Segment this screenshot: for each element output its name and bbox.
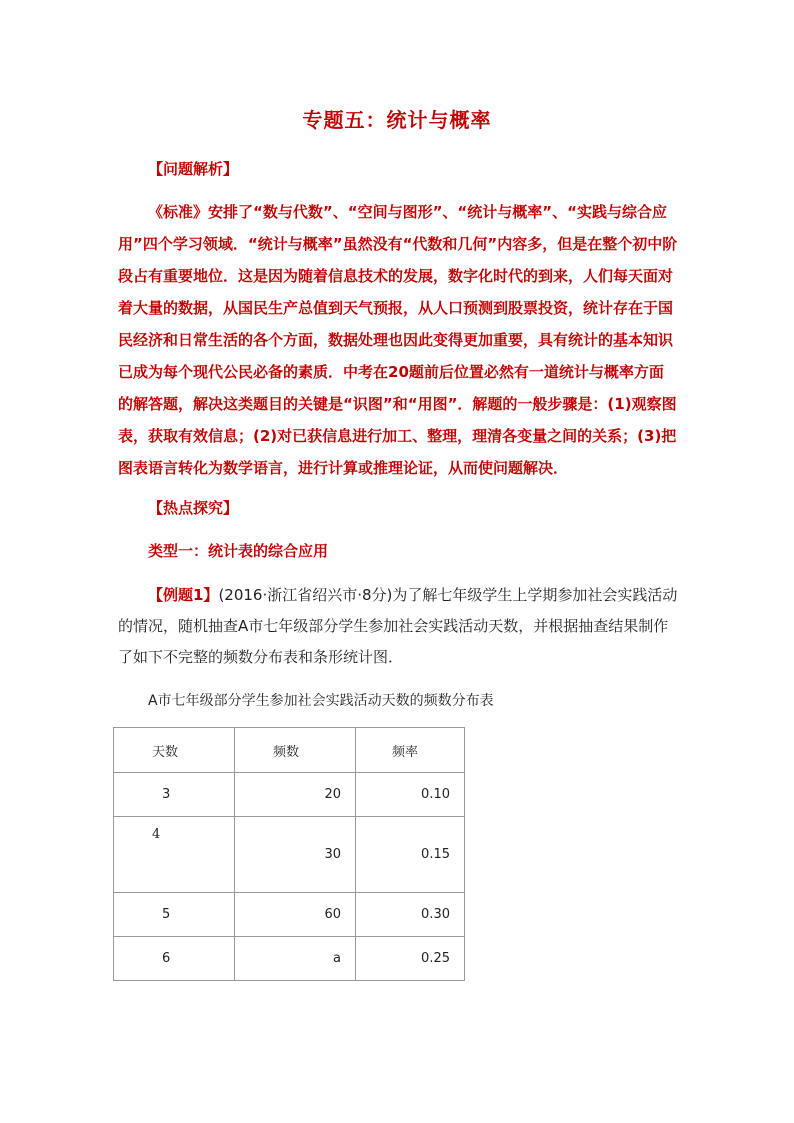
cell-rate: 0.10: [356, 773, 465, 817]
table-row: [114, 773, 465, 817]
cell-rate: 0.30: [356, 893, 465, 937]
section-heading-hotspot: 【热点探究】: [148, 499, 239, 517]
analysis-text: 《标准》安排了“数与代数”、“空间与图形”、“统计与概率”、“实践与综合应用”四个学习领域．“统计与概率”虽然没有“代数和几何”内容多，但是在整个初中阶段占有重要地位．这是因为随着信息技术的发展，数字化时代的到来，人们每天面对着大量的数据，从国民生产总值到天气预报，从人口预测到股票投资，统计存在于国民经济和日常生活的各个方面，数据处理也因此变得更加重要，具有统计的基本知识已成为每个现代公民必备的素质．中考在20题前后位置必然有一道统计与概率方面的解答题，解决这类题目的关键是“识图”和“用图”．解题的一般步骤是：(1)观察图表，获取有效信息；(2)对已获信息进行加工、整理，理清各变量之间的关系；(3)把图表语言转化为数学语言，进行计算或推理论证，从而使问题解决．: [118, 203, 678, 477]
cell-days: 6: [114, 937, 235, 981]
cell-frequency: 60: [235, 893, 356, 937]
frequency-table: [113, 727, 465, 981]
header-rate: 频率: [356, 728, 465, 773]
example-paragraph: [118, 580, 678, 673]
cell-frequency: 30: [235, 817, 356, 893]
page-title: 专题五：统计与概率: [302, 108, 492, 132]
cell-frequency: 20: [235, 773, 356, 817]
table-row: [114, 893, 465, 937]
table-caption: A市七年级部分学生参加社会实践活动天数的频数分布表: [148, 693, 494, 709]
section-heading-analysis: 【问题解析】: [148, 160, 239, 178]
table-row: [114, 937, 465, 981]
example-text: (2016·浙江省绍兴市·8分)为了解七年级学生上学期参加社会实践活动的情况，随机抽查A市七年级部分学生参加社会实践活动天数，并根据抽查结果制作了如下不完整的频数分布表和条形统计图．: [118, 586, 678, 666]
table-row: [114, 817, 465, 893]
header-days: 天数: [114, 728, 235, 773]
cell-rate: 0.15: [356, 817, 465, 893]
cell-days: 5: [114, 893, 235, 937]
cell-days: 4: [114, 817, 235, 893]
table-header-row: [114, 728, 465, 773]
subheading-type-one: 类型一：统计表的综合应用: [148, 542, 329, 560]
cell-frequency: a: [235, 937, 356, 981]
cell-rate: 0.25: [356, 937, 465, 981]
cell-days: 3: [114, 773, 235, 817]
analysis-paragraph: [118, 196, 678, 484]
example-label: 【例题1】: [148, 586, 219, 604]
header-frequency: 频数: [235, 728, 356, 773]
